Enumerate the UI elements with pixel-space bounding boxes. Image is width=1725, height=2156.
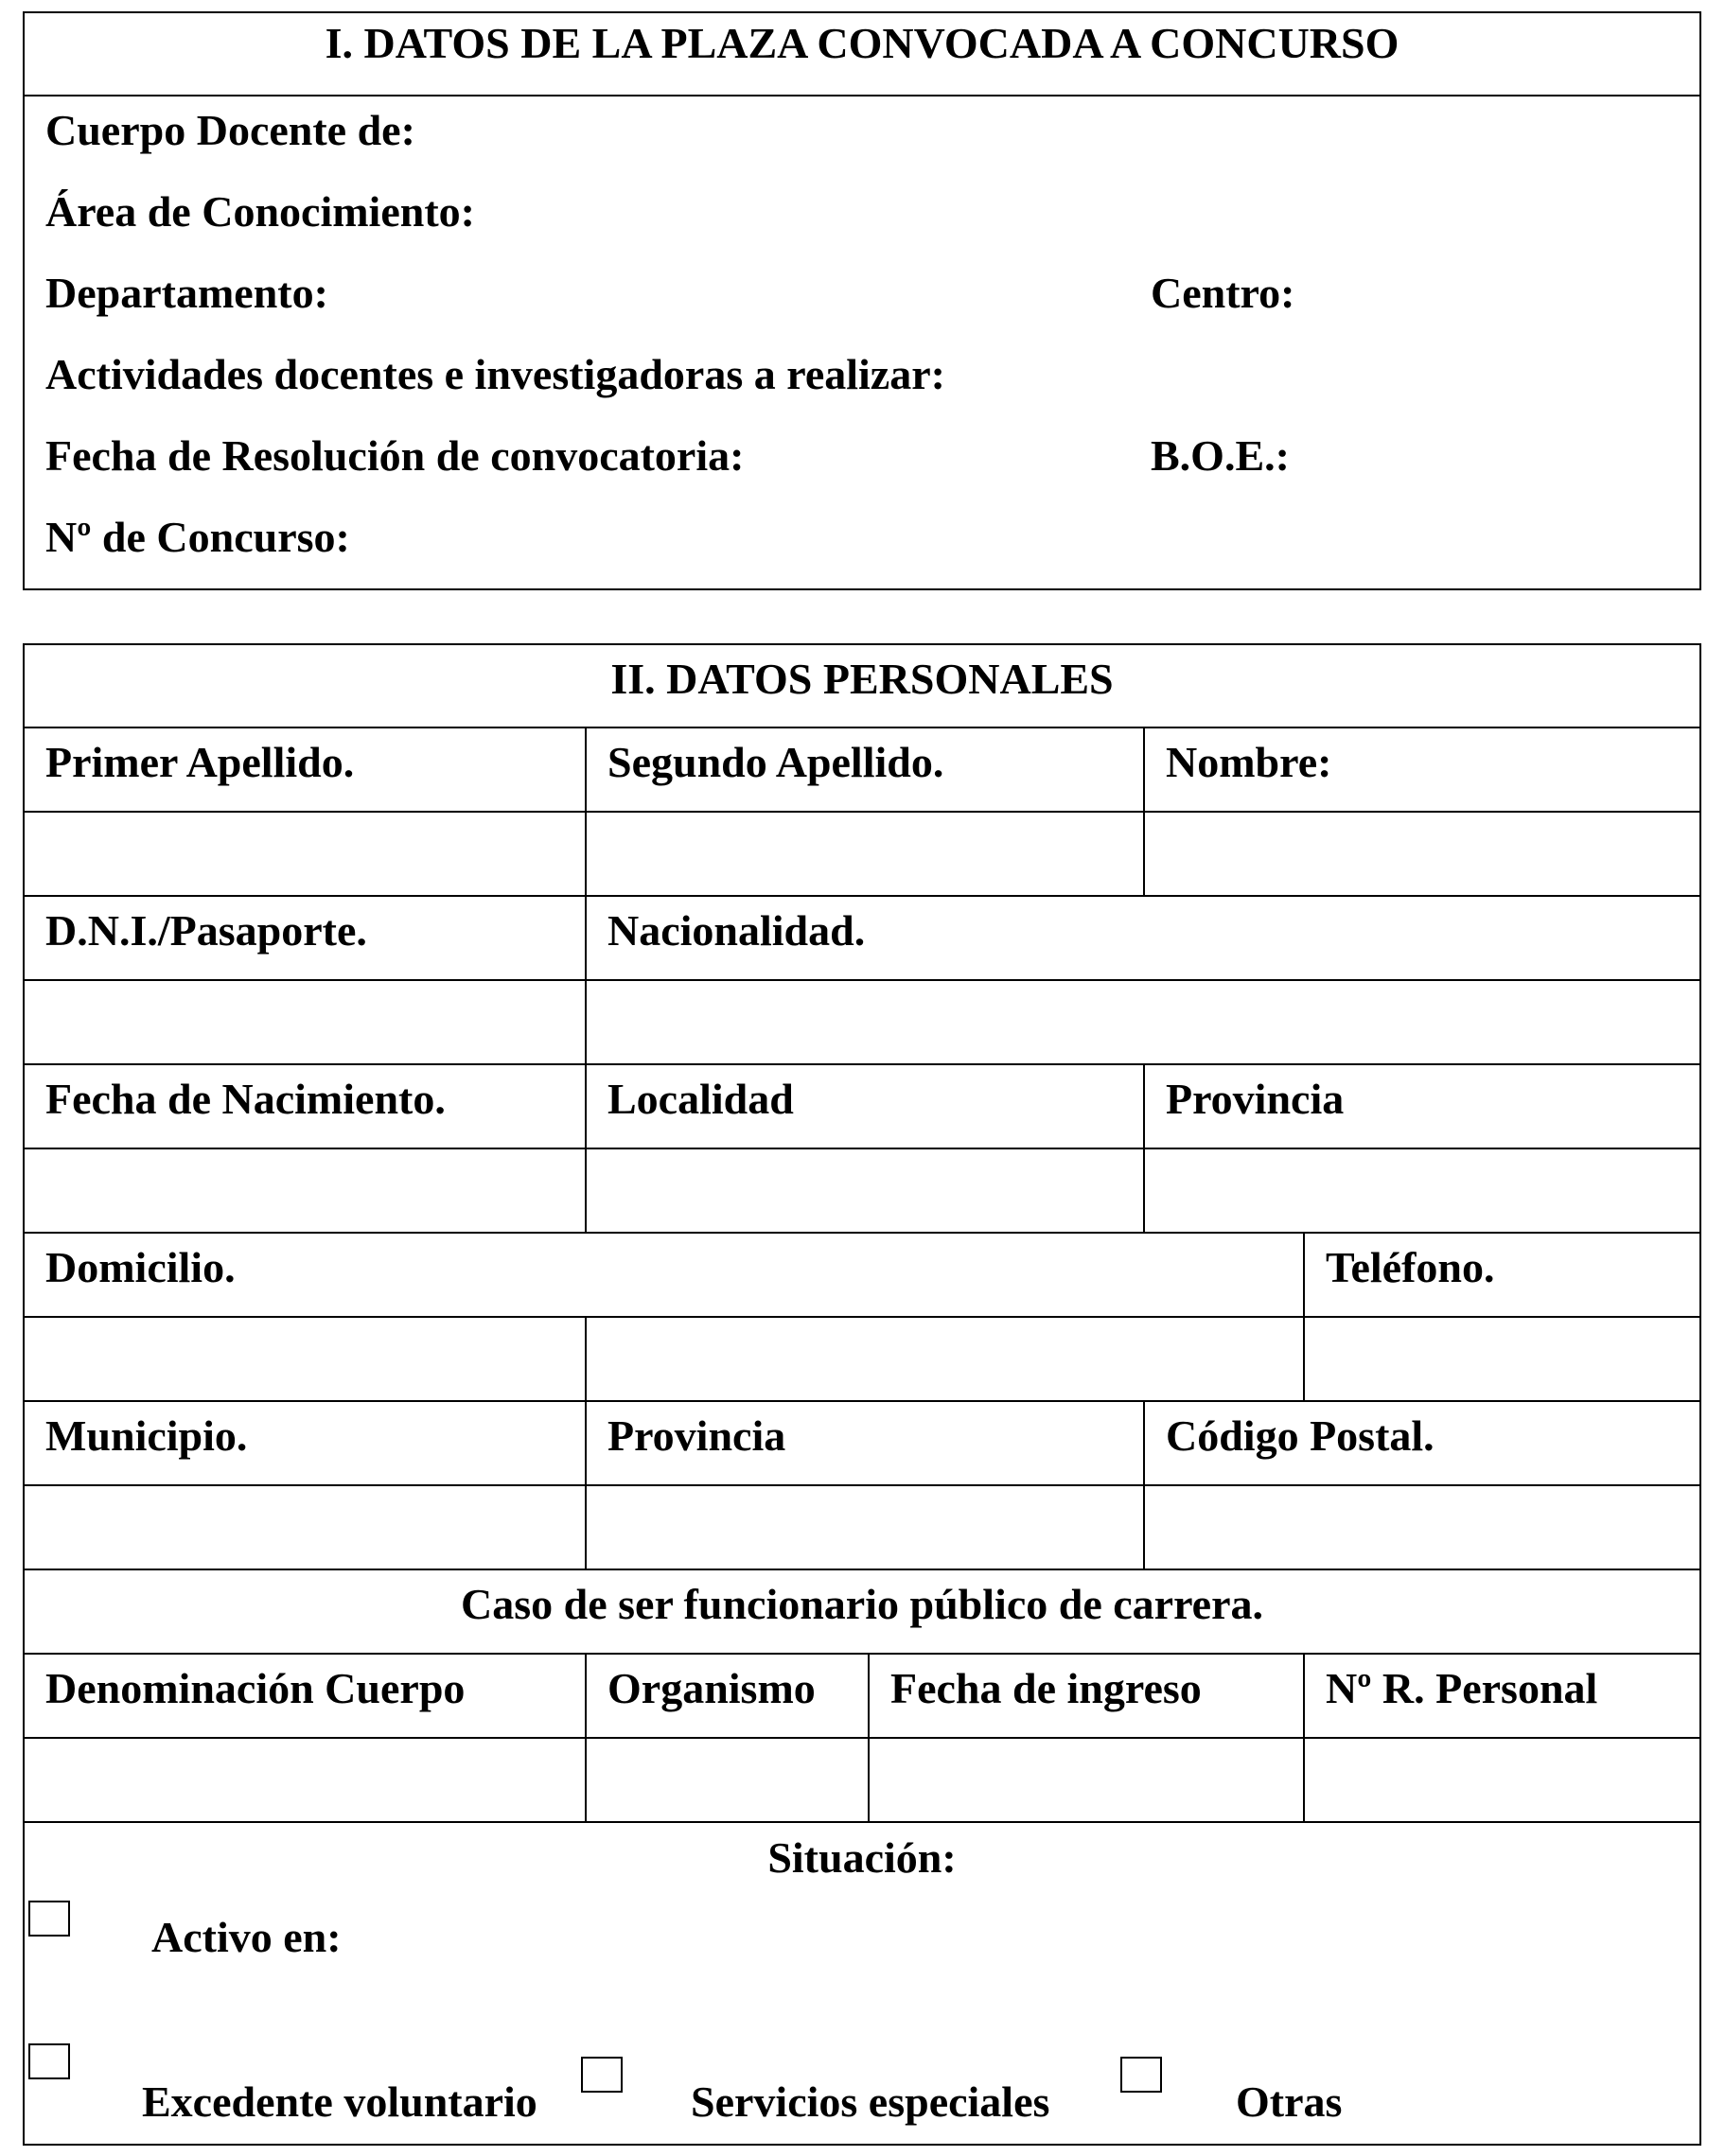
header-row-nombres [25, 728, 1699, 813]
label-n-concurso: Nº de Concurso: [45, 513, 350, 561]
municipio-field[interactable] [25, 1486, 585, 1569]
segundo-apellido-field[interactable] [585, 813, 1143, 895]
label-servicios-especiales: Servicios especiales [691, 2077, 1050, 2126]
label-excedente: Excedente voluntario [142, 2077, 537, 2126]
label-fecha-ingreso: Fecha de ingreso [890, 1664, 1202, 1712]
label-denominacion-cuerpo: Denominación Cuerpo [45, 1664, 466, 1712]
organismo-field[interactable] [585, 1739, 868, 1821]
nacionalidad-field[interactable] [585, 981, 1699, 1063]
section-title-personales: II. DATOS PERSONALES [610, 655, 1114, 703]
label-codigo-postal: Código Postal. [1166, 1411, 1435, 1460]
input-row-nacimiento [25, 1149, 1699, 1234]
label-telefono: Teléfono. [1326, 1243, 1495, 1291]
input-row-funcionario [25, 1739, 1699, 1823]
label-departamento: Departamento: [45, 269, 328, 317]
label-fecha-nacimiento: Fecha de Nacimiento. [45, 1075, 446, 1123]
provincia-domicilio-field[interactable] [585, 1486, 1143, 1569]
otras-checkbox[interactable] [1120, 2057, 1162, 2093]
label-boe: B.O.E.: [1151, 431, 1290, 480]
label-primer-apellido: Primer Apellido. [45, 738, 355, 786]
localidad-field[interactable] [585, 1149, 1143, 1232]
telefono-field[interactable] [1303, 1318, 1699, 1400]
label-fecha-resolucion: Fecha de Resolución de convocatoria: [45, 431, 745, 480]
servicios-especiales-checkbox[interactable] [581, 2057, 623, 2093]
section-title-row [25, 645, 1699, 728]
label-municipio: Municipio. [45, 1411, 248, 1460]
header-row-nacimiento [25, 1065, 1699, 1149]
label-otras: Otras [1236, 2077, 1343, 2126]
funcionario-heading-row [25, 1570, 1699, 1655]
fecha-nacimiento-field[interactable] [25, 1149, 585, 1232]
header-row-funcionario [25, 1655, 1699, 1739]
domicilio-field-b[interactable] [585, 1318, 1303, 1400]
primer-apellido-field[interactable] [25, 813, 585, 895]
fecha-ingreso-field[interactable] [868, 1739, 1303, 1821]
label-localidad: Localidad [607, 1075, 794, 1123]
label-dni: D.N.I./Pasaporte. [45, 906, 367, 955]
input-row-nombres [25, 813, 1699, 897]
label-area-conocimiento: Área de Conocimiento: [45, 187, 475, 236]
n-registro-personal-field[interactable] [1303, 1739, 1699, 1821]
input-row-municipio [25, 1486, 1699, 1570]
label-actividades: Actividades docentes e investigadoras a realizar: [45, 350, 945, 398]
dni-field[interactable] [25, 981, 585, 1063]
situacion-heading: Situación: [767, 1833, 957, 1882]
input-row-domicilio [25, 1318, 1699, 1402]
domicilio-field-a[interactable] [25, 1318, 585, 1400]
provincia-nacimiento-field[interactable] [1143, 1149, 1699, 1232]
label-n-registro-personal: Nº R. Personal [1326, 1664, 1598, 1712]
datos-personales-section [23, 643, 1701, 2146]
nombre-field[interactable] [1143, 813, 1699, 895]
codigo-postal-field[interactable] [1143, 1486, 1699, 1569]
label-nombre: Nombre: [1166, 738, 1332, 786]
header-row-municipio [25, 1402, 1699, 1486]
plaza-section [23, 11, 1701, 590]
denominacion-cuerpo-field[interactable] [25, 1739, 585, 1821]
label-provincia-nacimiento: Provincia [1166, 1075, 1345, 1123]
label-cuerpo-docente: Cuerpo Docente de: [45, 106, 415, 154]
label-segundo-apellido: Segundo Apellido. [607, 738, 944, 786]
input-row-dni [25, 981, 1699, 1065]
header-row-dni [25, 897, 1699, 981]
section-title-plaza: I. DATOS DE LA PLAZA CONVOCADA A CONCURSO [25, 13, 1699, 96]
excedente-checkbox[interactable] [28, 2043, 70, 2079]
label-domicilio: Domicilio. [45, 1243, 236, 1291]
activo-checkbox[interactable] [28, 1901, 70, 1937]
label-provincia-domicilio: Provincia [607, 1411, 786, 1460]
header-row-domicilio [25, 1234, 1699, 1318]
funcionario-heading: Caso de ser funcionario público de carrera. [461, 1580, 1263, 1628]
label-centro: Centro: [1151, 269, 1295, 317]
label-nacionalidad: Nacionalidad. [607, 906, 866, 955]
label-organismo: Organismo [607, 1664, 816, 1712]
label-activo: Activo en: [151, 1913, 342, 1961]
